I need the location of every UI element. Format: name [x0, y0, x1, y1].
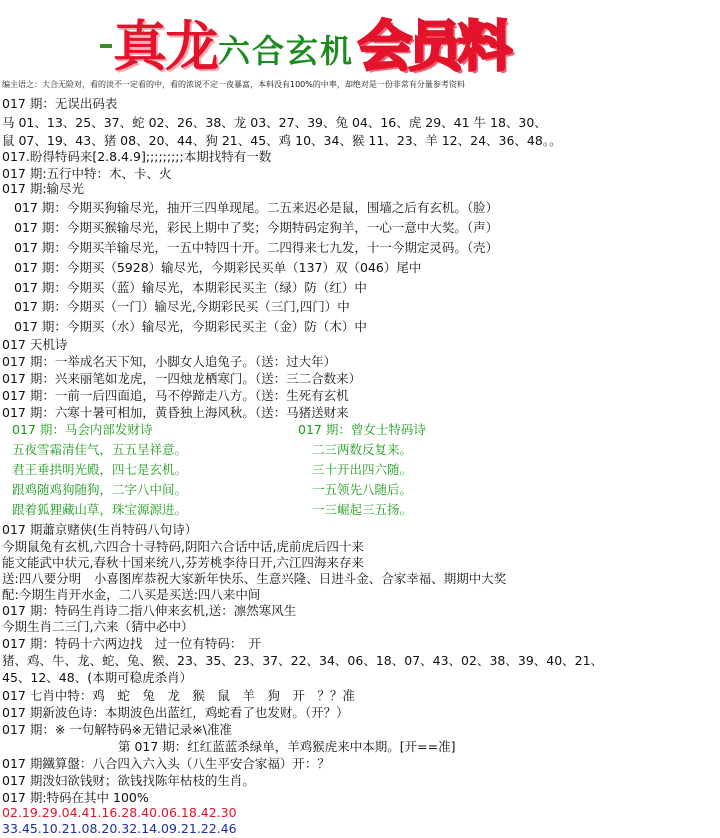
- text-line: 今期生肖二三门,六来（猜中必中）: [2, 619, 194, 634]
- number-list-red: 02.19.29.04.41.16.28.40.06.18.42.30: [2, 805, 237, 820]
- poem-line: 二三两数反复来。: [312, 442, 413, 457]
- poem-line: 君王垂拱明光殿，四七是玄机。: [12, 462, 188, 477]
- text-line: 017 期:五行中特：木、卡、火: [2, 166, 172, 181]
- text-line: 017.盼得特码来[2.8.4.9];;;;;;;;;本期找特有一数: [2, 149, 272, 164]
- text-line: 017 期：今期买羊输尽光，一五中特四十开。二四得来七九发，十一今期定灵码。（壳）: [14, 240, 499, 255]
- text-line: 017 七肖中特：鸡 蛇 兔 龙 猴 鼠 羊 狗 开 ？？准: [2, 688, 355, 703]
- banner-dash: [100, 44, 112, 48]
- text-line: 017 期：今期买（5928）输尽光，今期彩民买单（137）双（046）尾中: [14, 260, 422, 275]
- text-line: 017 期:特码在其中 100%: [2, 790, 149, 805]
- poem-line: 跟鸡随鸡狗随狗，二字八中间。: [12, 482, 188, 497]
- text-line: 017 天机诗: [2, 337, 68, 352]
- text-line: 能文能武中状元,春秋十国来统八,芬芳桃李待日开,六江四海来存来: [2, 555, 364, 570]
- header-banner: [0, 0, 720, 78]
- number-list-blue: 33.45.10.21.08.20.32.14.09.21.22.46: [2, 821, 237, 836]
- text-line: 马 01、13、25、37、蛇 02、26、38、龙 03、27、39、兔 04、16、虎 29、41 牛 18、30、: [2, 115, 547, 130]
- banner-title-huiyuan: 会员料: [358, 14, 508, 78]
- text-line: 017 期：兴来丽笔如龙虎，一四烛龙栖寒门。（送：三二合数来）: [2, 371, 362, 386]
- poem-line: 三十开出四六随。: [312, 462, 413, 477]
- text-line: 017 期:输尽光: [2, 181, 85, 196]
- banner-title-zhenlong: 真龙: [113, 14, 217, 78]
- text-line: 第 017 期：红红蓝蓝杀绿单，羊鸡猴虎来中本期。[开==准]: [118, 739, 456, 754]
- text-line: 017 期：一举成名天下知，小脚女人追兔子。（送：过大年）: [2, 354, 337, 369]
- text-line: 送:四八要分明 小喜图库恭祝大家新年快乐、生意兴隆、日进斗金、合家幸福、期期中大奖: [2, 571, 507, 586]
- text-line: 45、12、48、(本期可稳虎杀肖）: [2, 670, 193, 685]
- text-line: 配:今期生肖开水金，二八买是买送:四八来中间: [2, 587, 261, 602]
- poem-line: 跟着狐狸藏山草，珠宝源源进。: [12, 502, 188, 517]
- text-line: 017 期：今期买（水）输尽光，今期彩民买主（金）防（木）中: [14, 319, 367, 334]
- poem-line: 一五领先八随后。: [312, 482, 413, 497]
- poem-title-right: 017 期：曾女士特码诗: [298, 422, 426, 437]
- text-line: 今期鼠兔有玄机,六四合十寻特码,阴阳六合话中话,虎前虎后四十来: [2, 539, 364, 554]
- text-line: 017 期：今期买狗输尽光，抽开三四单现尾。二五来迟必是鼠，围墙之后有玄机。（脸）: [14, 200, 499, 215]
- text-line: 017 期鐵算盤：八合四入六入头（八生平安合家福）开：？: [2, 756, 330, 771]
- text-line: 017 期新波色诗：本期波色出蓝红，鸡蛇看了也发财。（开？）: [2, 705, 349, 720]
- text-line: 017 期：今期买（蓝）输尽光，本期彩民买主（绿）防（红）中: [14, 280, 367, 295]
- text-line: 017 期蕭京赌侠(生肖特码八句诗）: [2, 522, 198, 537]
- text-line: 017 期：特码生肖诗二指八伸来玄机,送：凛然寒风生: [2, 603, 297, 618]
- text-line: 017 期泼妇欲钱财；欲钱找陈年枯枝的生肖。: [2, 773, 255, 788]
- poem-line: 一三崛起三五扬。: [312, 502, 413, 517]
- text-line: 017 期：今期买猴输尽光，彩民上期中了奖；今期特码定狗羊，一心一意中大奖。（声）: [14, 220, 499, 235]
- text-line: 017 期：六寒十暑可相加，黄昏独上海风秋。（送：马猪送财来: [2, 405, 349, 420]
- poem-title-left: 017 期：马会内部发财诗: [12, 422, 153, 437]
- text-line: 017 期：※ 一句解特码※无错记录※\准准: [2, 722, 232, 737]
- text-line: 鼠 07、19、43、猪 08、20、44、狗 21、45、鸡 10、34、猴 11、23、羊 12、24、36、48。。: [2, 133, 562, 148]
- banner-title-liuhe: 六合玄机: [218, 32, 355, 70]
- editor-note: 编主语之：大合无险对，看的淡不一定看的中，看的浓说不定一夜暴富，本料没有100%的中率，却绝对是一份非常有分量参考资料: [2, 80, 465, 89]
- text-line: 猪、鸡、牛、龙、蛇、兔、猴、23、35、23、37、22、34、06、18、07、43、02、38、39、40、21、: [2, 653, 604, 668]
- text-line: 017 期：一前一后四面追，马不停蹄走八方。（送：生死有玄机: [2, 388, 349, 403]
- text-line: 017 期：今期买（一门）输尽光,今期彩民买（三门,四门）中: [14, 299, 350, 314]
- poem-line: 五夜雪霜清佳气，五五呈祥意。: [12, 442, 188, 457]
- text-line: 017 期：特码十六两边找 过一位有特码： 开: [2, 636, 262, 651]
- text-line: 017 期：无误出码表: [2, 96, 118, 111]
